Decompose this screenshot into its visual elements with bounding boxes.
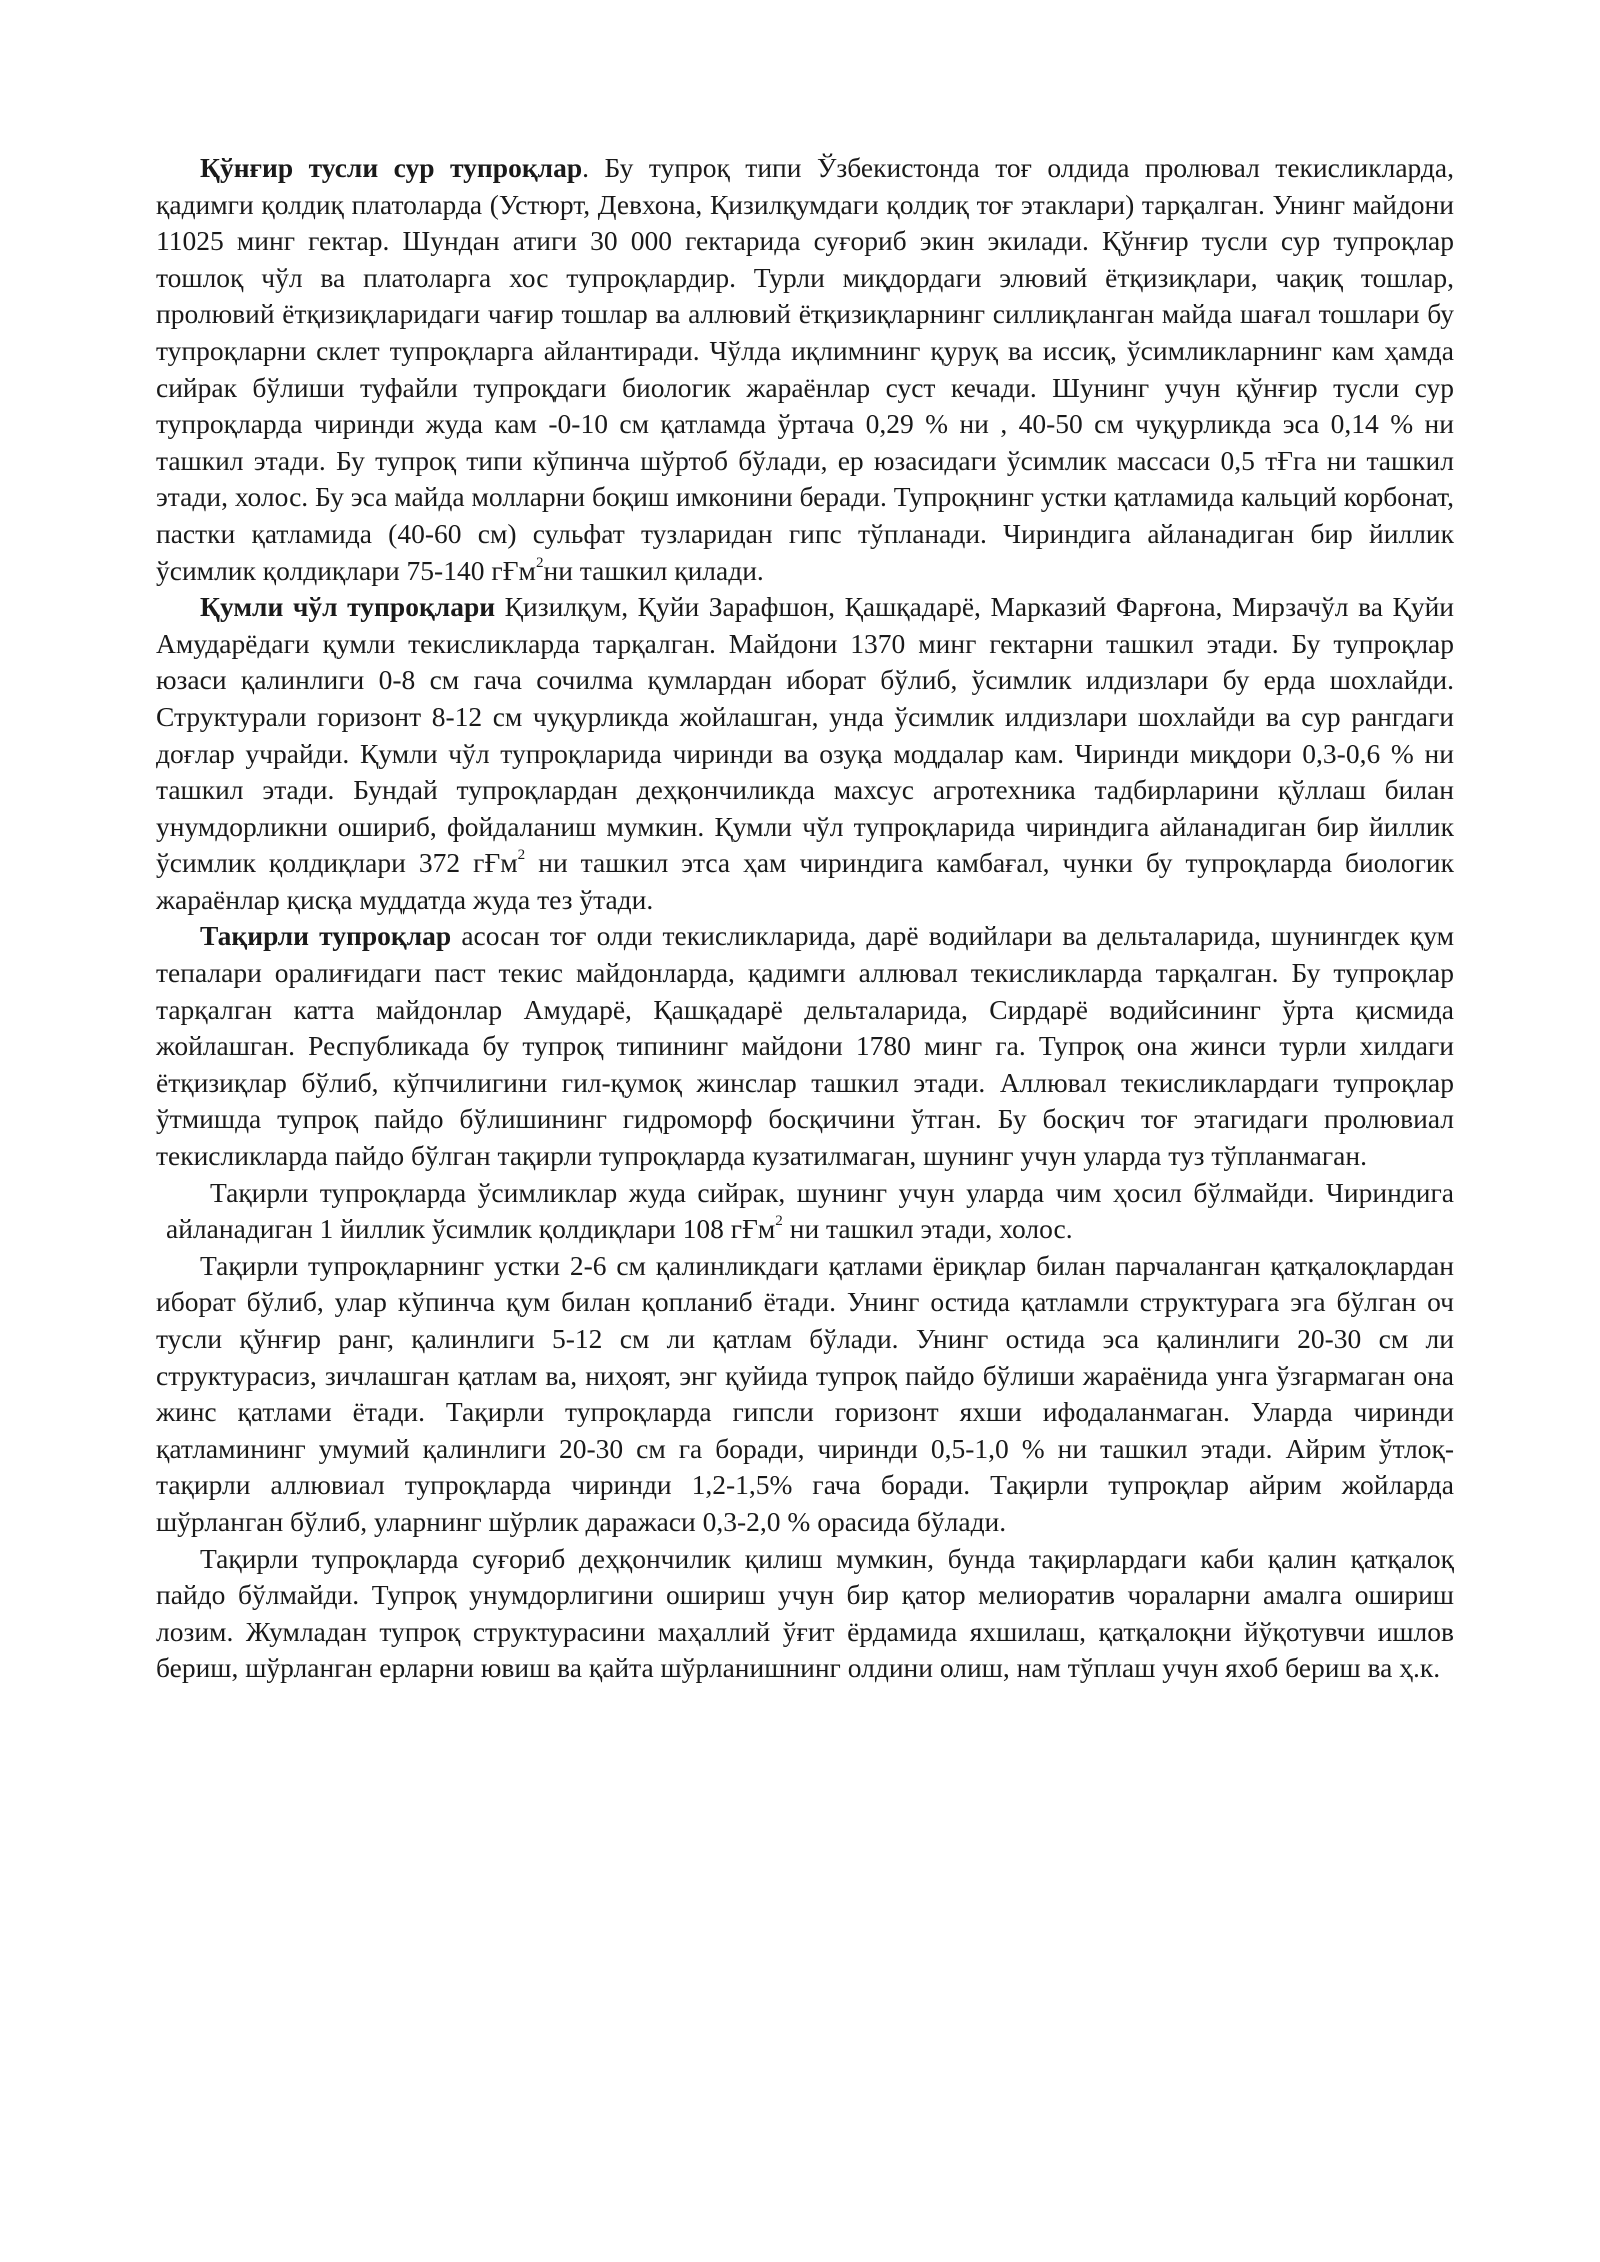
paragraph-brown-gray-soils [156, 150, 1454, 589]
paragraph-text: асосан тоғ олди текисликларида, дарё водийлари ва дельталарида, шунингдек қум тепалари оралиғидаги паст текис майдонларда, қадимги аллювал текисликларда тарқалган. Бу тупроқлар тарқалган катта майдонлар Амударё, Қашқадарё дельталарида, Сирдарё водийсининг ўрта қисмида жойлашган. Республикада бу тупроқ типининг майдони 1780 минг га. Тупроқ она жинси турли хилдаги ётқизиқлар бўлиб, кўпчилигини гил-қумоқ жинслар ташкил этади. Аллювал текисликлардаги тупроқлар ўтмишда тупроқ пайдо бўлишининг гидроморф босқичини ўтган. Бу босқич тоғ этагидаги пролювиал текисликларда пайдо бўлган тақирли тупроқларда кузатилмаган, шунинг учун уларда туз тўпланмаган. [156, 920, 1454, 1172]
paragraph-text: Тақирли тупроқларда ўсимликлар жуда сийрак, шунинг учун уларда чим ҳосил бўлмайди. Чириндига айланадиган 1 йиллик ўсимлик қолдиқлари 108 гҒм [166, 1176, 1454, 1245]
paragraph-tail: ни ташкил этади, холос. [782, 1213, 1073, 1245]
paragraph-text: Тақирли тупроқларда суғориб деҳқончилик қилиш мумкин, бунда тақирлардаги каби қалин қатқалоқ пайдо бўлмайди. Тупроқ унумдорлигини ошириш учун бир қатор мелиоратив чораларни амалга ошириш лозим. Жумладан тупроқ структурасини маҳаллий ўғит ёрдамида яхшилаш, қатқалоқни йўқотувчи ишлов бериш, шўрланган ерларни ювиш ва қайта шўрланишнинг олдини олиш, нам тўплаш учун яхоб бериш ва ҳ.к. [156, 1542, 1454, 1684]
paragraph-heading: Қўнғир тусли сур тупроқлар [200, 152, 583, 183]
paragraph-tail: ни ташкил қилади. [543, 554, 764, 586]
paragraph-heading: Тақирли тупроқлар [200, 920, 452, 952]
superscript: 2 [517, 847, 526, 864]
paragraph-text: Тақирли тупроқларнинг устки 2-6 см қалинликдаги қатлами ёриқлар билан парчаланган қатқалоқлардан иборат бўлиб, улар кўпинча қум билан қопланиб ётади. Унинг остида қатламли структурага эга бўлган оч тусли қўнғир ранг, қалинлиги 5-12 см ли қатлам бўлади. Унинг остида эса қалинлиги 20-30 см ли структурасиз, зичлашган қатлам ва, ниҳоят, энг қуйида тупроқ пайдо бўлиши жараёнида унга ўзгармаган она жинс қатлами ётади. Тақирли тупроқларда гипсли горизонт яхши ифодаланмаган. Уларда чиринди қатламининг умумий қалинлиги 20-30 см га боради, чиринди 0,5-1,0 % ни ташкил этади. Айрим ўтлоқ-тақирли аллювиал тупроқларда чиринди 1,2-1,5% гача боради. Тақирли тупроқлар айрим жойларда шўрланган бўлиб, уларнинг шўрлик даражаси 0,3-2,0 % орасида бўлади. [156, 1249, 1454, 1537]
paragraph-text: Қизилқум, Қуйи Зарафшон, Қашқадарё, Марказий Фарғона, Мирзачўл ва Қуйи Амударёдаги қумли текисликларда тарқалган. Майдони 1370 минг гектарни ташкил этади. Бу тупроқлар юзаси қалинлиги 0-8 см гача сочилма қумлардан иборат бўлиб, ўсимлик илдизлари бу ерда шохлайди. Структурали горизонт 8-12 см чуқурликда жойлашган, унда ўсимлик илдизлари шохлайди ва сур рангдаги доғлар учрайди. Қумли чўл тупроқларида чиринди ва озуқа моддалар кам. Чиринди миқдори 0,3-0,6 % ни ташкил этади. Бундай тупроқлардан деҳқончиликда махсус агротехника тадбирларини қўллаш билан унумдорликни ошириб, фойдаланиш мумкин. Қумли чўл тупроқларида чириндига айланадиган бир йиллик ўсимлик қолдиқлари 372 гҒм [156, 591, 1454, 879]
superscript: 2 [775, 1213, 783, 1230]
paragraph-tail: ни ташкил этса ҳам чириндига камбағал, чунки бу тупроқларда биологик жараёнлар қисқа муддатда жуда тез ўтади. [156, 847, 1454, 915]
paragraph-text: . Бу тупроқ типи Ўзбекистонда тоғ олдида пролювал текисликларда, қадимги қолдиқ платоларда (Устюрт, Девхона, Қизилқумдаги қолдиқ тоғ этаклари) тарқалган. Унинг майдони 11025 минг гектар. Шундан атиги 30 000 гектарида суғориб экин экилади. Қўнғир тусли сур тупроқлар тошлоқ чўл ва платоларга хос тупроқлардир. Турли миқдордаги элювий ётқизиқлари, чақиқ тошлар, пролювий ётқизиқларидаги чағир тошлар ва аллювий ётқизиқларнинг силлиқланган майда шағал тошлари бу тупроқларни склет тупроқларга айлантиради. Чўлда иқлимнинг қуруқ ва иссиқ, ўсимликларнинг кам ҳамда сийрак бўлиши туфайли тупроқдаги биологик жараёнлар суст кечади. Шунинг учун қўнғир тусли сур тупроқларда чиринди жуда кам -0-10 см қатламда ўртача 0,29 % ни , 40-50 см чуқурликда эса 0,14 % ни ташкил этади. Бу тупроқ типи кўпинча шўртоб бўлади, ер юзасидаги ўсимлик массаси 0,5 тҒга ни ташкил этади, холос. Бу эса майда молларни боқиш имконини беради. Тупроқнинг устки қатламида кальций корбонат, пастки қатламида (40-60 см) сульфат тузларидан гипс тўпланади. Чириндига айланадиган бир йиллик ўсимлик қолдиқлари 75-140 гҒм [156, 152, 1454, 586]
paragraph-takyr-layers [156, 1248, 1454, 1541]
document-page [156, 150, 1454, 1687]
superscript: 2 [535, 554, 544, 571]
paragraph-takyr-vegetation [166, 1175, 1454, 1248]
paragraph-takyr-soils [156, 918, 1454, 1174]
paragraph-takyr-irrigation [156, 1541, 1454, 1687]
paragraph-heading: Қумли чўл тупроқлари [200, 591, 496, 623]
paragraph-sandy-desert-soils [156, 589, 1454, 918]
